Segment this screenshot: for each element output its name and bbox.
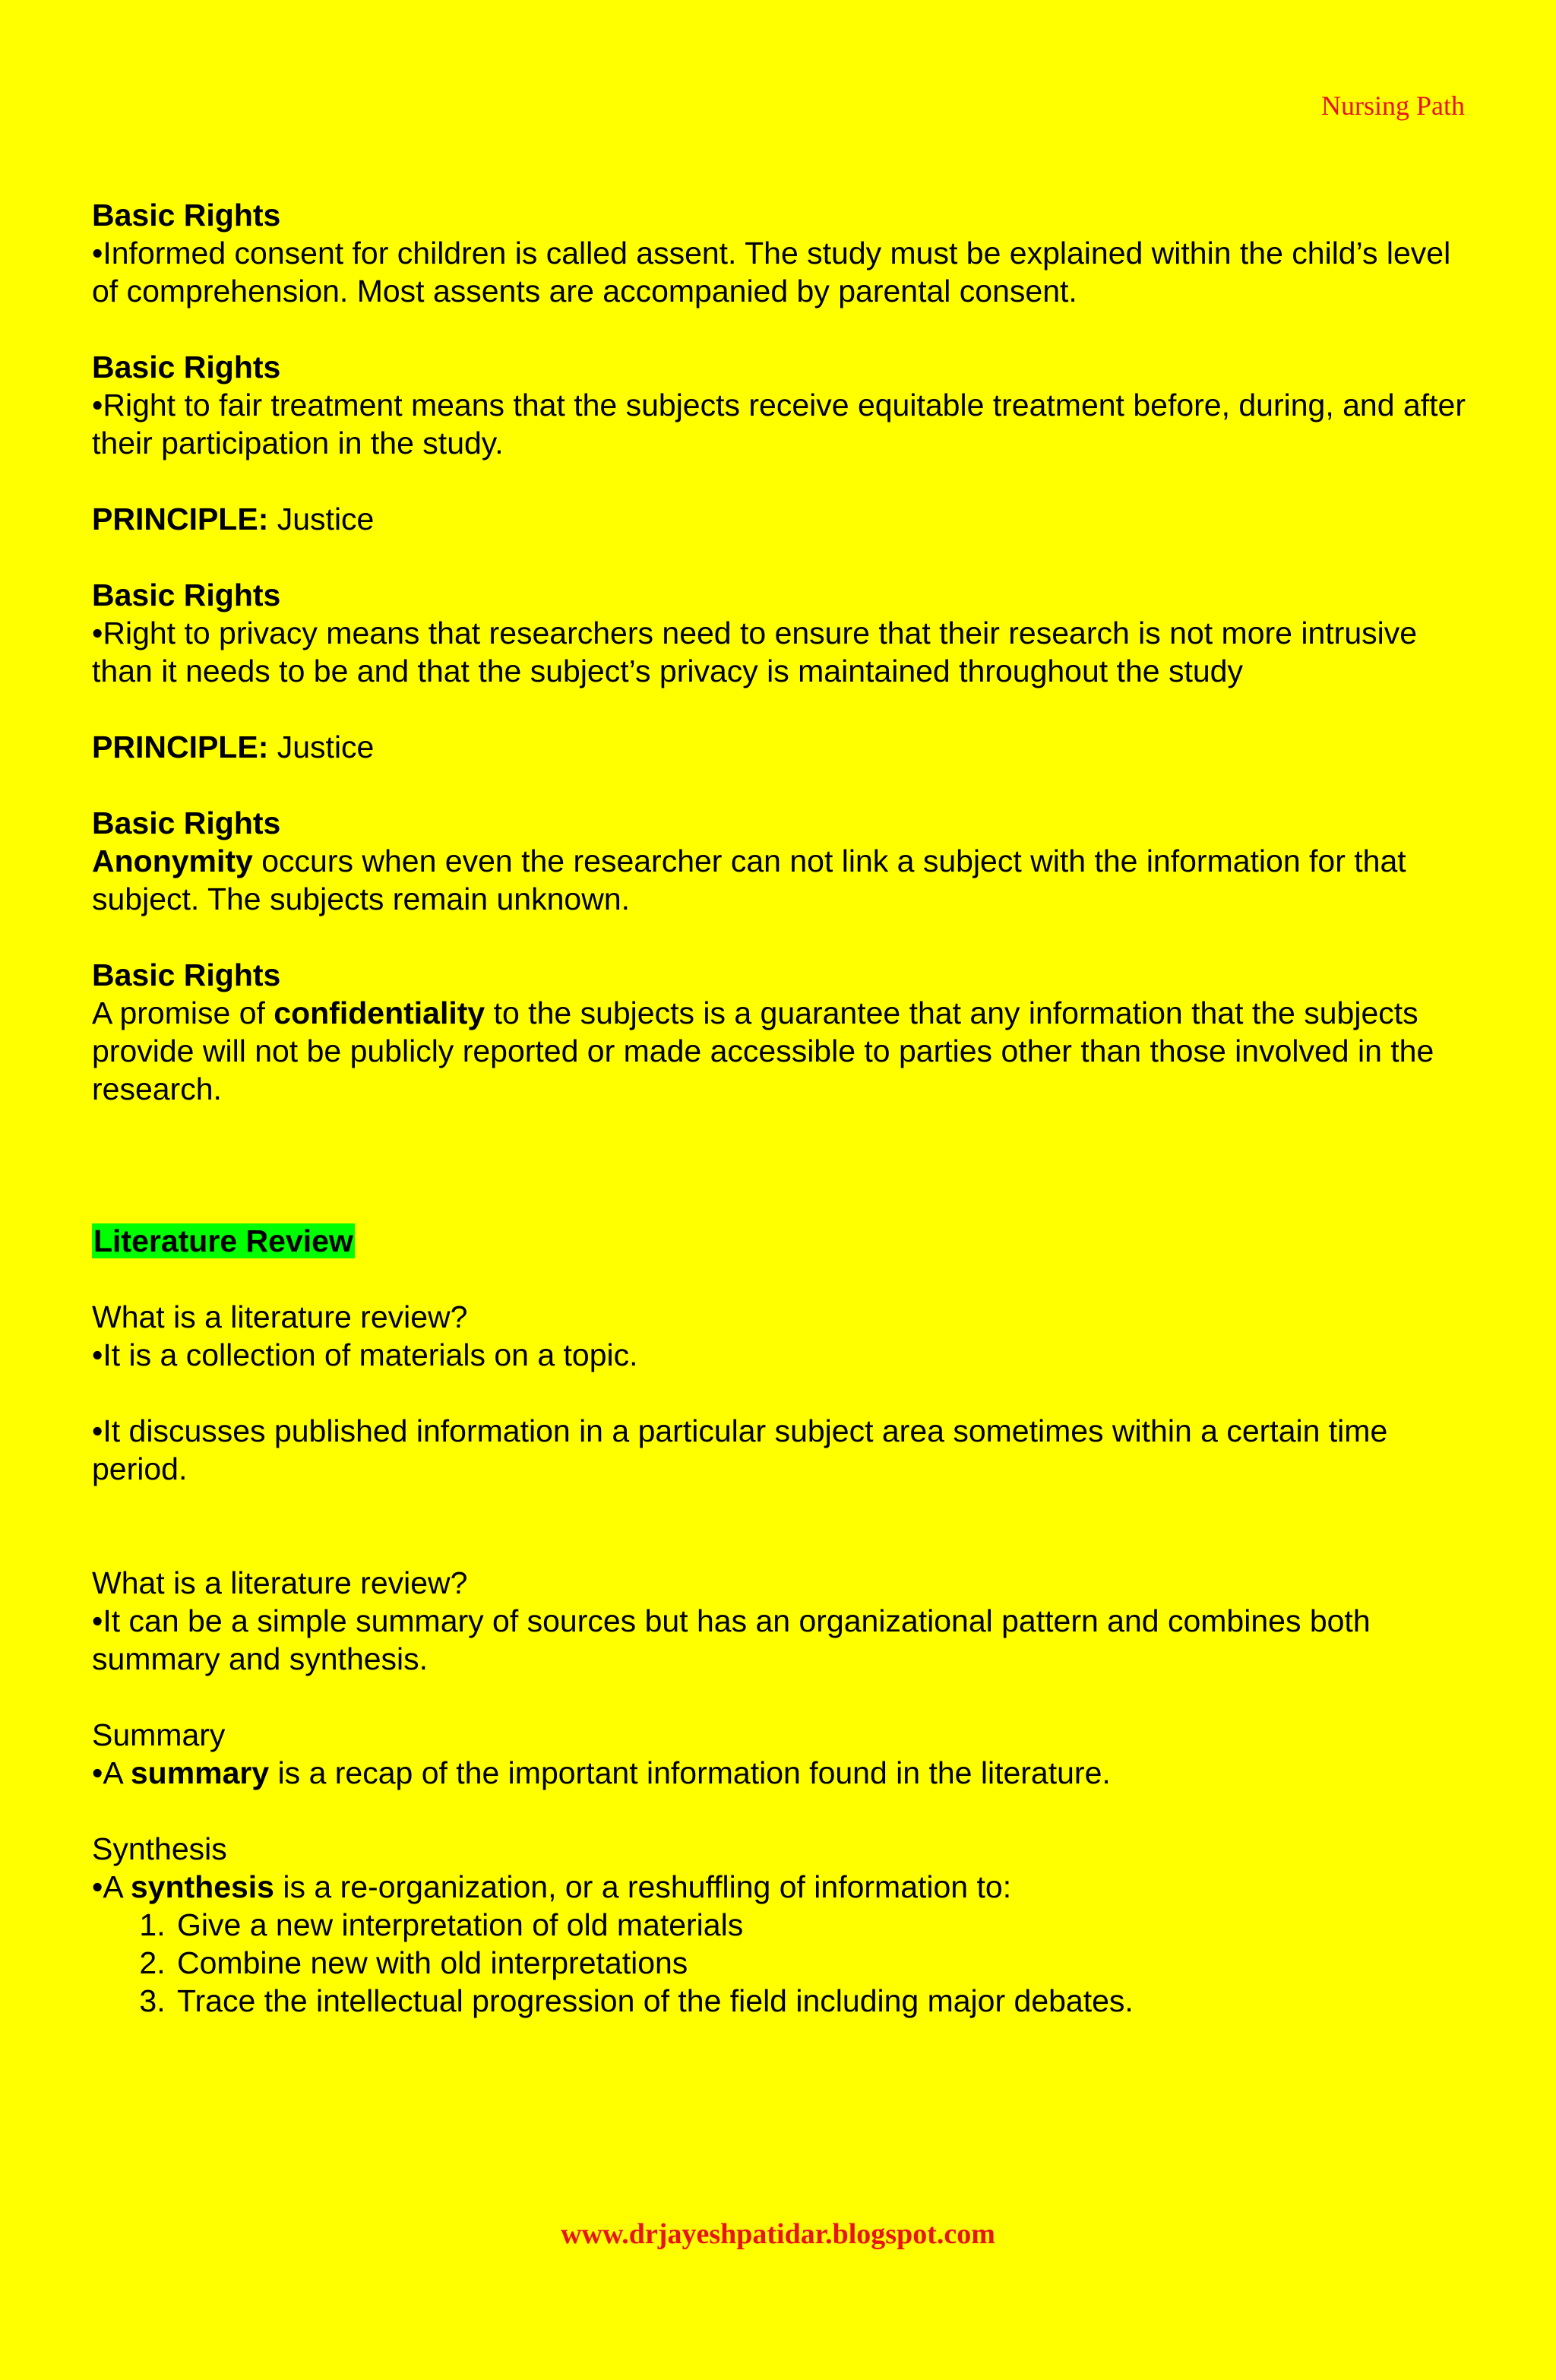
site-name: Nursing Path (1321, 90, 1465, 121)
bullet-item: •It discusses published information in a particular subject area sometimes within a certain time period. (92, 1413, 1388, 1486)
bullet-item: •Right to fair treatment means that the subjects receive equitable treatment before, during, and after their participation in the study. (92, 388, 1466, 460)
footer-url[interactable]: www.drjayeshpatidar.blogspot.com (561, 2218, 995, 2250)
section-heading: Basic Rights (92, 578, 281, 612)
question-heading: What is a literature review? (92, 1565, 468, 1600)
rights-section-2 (92, 348, 1467, 538)
section-heading: Basic Rights (92, 957, 281, 992)
paragraph: A promise of confidentiality to the subjects is a guarantee that any information that the subjects provide will not be publicly reported or made accessible to parties other than those involved in the research. (92, 995, 1434, 1106)
literature-review-section (92, 1222, 1467, 2020)
synthesis-heading: Synthesis (92, 1831, 227, 1866)
section-heading: Basic Rights (92, 198, 281, 233)
list-item: 3. Trace the intellectual progression of the field including major debates. (174, 1982, 1467, 2020)
principle-line: PRINCIPLE: Justice (92, 502, 375, 536)
paragraph: Anonymity occurs when even the researcher can not link a subject with the information for that subject. The subjects remain unknown. (92, 843, 1406, 916)
literature-title: Literature Review (93, 1223, 353, 1258)
question-heading: What is a literature review? (92, 1299, 468, 1334)
document-body (92, 196, 1467, 2020)
rights-section-1 (92, 196, 1467, 310)
synthesis-list (92, 1906, 1467, 2020)
bullet-item: •Informed consent for children is called assent. The study must be explained within the child’s level of comprehension. Most assents are accompanied by parental consent. (92, 236, 1451, 309)
summary-heading: Summary (92, 1717, 226, 1752)
bullet-item: •It can be a simple summary of sources but has an organizational pattern and combines both summary and synthesis. (92, 1603, 1371, 1676)
list-item: 2. Combine new with old interpretations (174, 1944, 1467, 1982)
list-item: 1. Give a new interpretation of old materials (174, 1906, 1467, 1944)
bullet-item: •Right to privacy means that researchers need to ensure that their research is not more intrusive than it needs to be and that the subject’s privacy is maintained throughout the study (92, 616, 1418, 688)
section-heading: Basic Rights (92, 805, 281, 840)
bullet-item: •A summary is a recap of the important information found in the literature. (92, 1755, 1111, 1790)
rights-section-5 (92, 956, 1467, 1108)
principle-line: PRINCIPLE: Justice (92, 730, 375, 764)
rights-section-3 (92, 576, 1467, 766)
bullet-item: •It is a collection of materials on a topic. (92, 1337, 638, 1372)
section-heading: Basic Rights (92, 350, 281, 385)
bullet-item: •A synthesis is a re-organization, or a reshuffling of information to: (92, 1869, 1012, 1904)
rights-section-4 (92, 804, 1467, 918)
